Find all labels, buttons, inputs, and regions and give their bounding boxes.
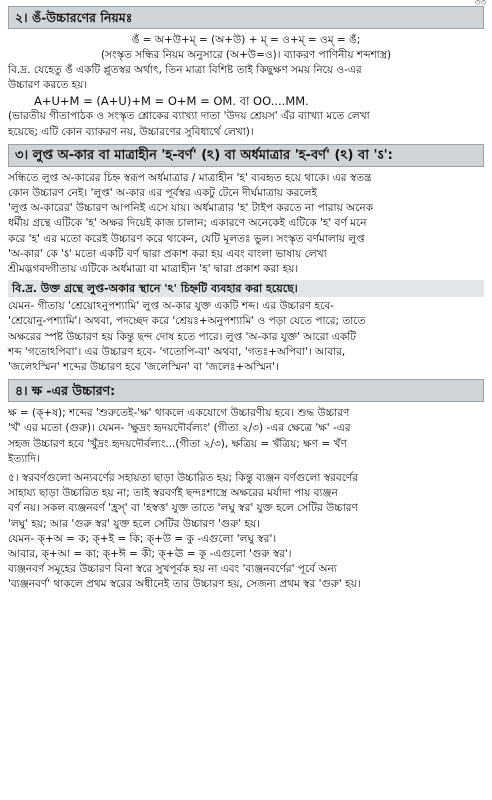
text-line: 'জলেঽস্মিন' শব্দের উচ্চারণ হবে 'জলেস্মিন' বা 'জলেঃ+অস্মিন'। — [8, 361, 279, 374]
section-5-paragraph-2 — [8, 562, 484, 592]
section-5-paragraph-1 — [8, 471, 484, 532]
section-3-note: বি.দ্র. উক্ত গ্রন্থে লুপ্ত-অকার স্থানে 'ঽ' চিহ্নটি ব্যবহার করা হয়েছে। — [8, 280, 484, 297]
section-3-examples — [8, 299, 484, 375]
text-line: ইত্যাদি। — [8, 452, 40, 465]
om-latin-formula: A+U+M = (A+U)+M = O+M = OM. বা OO....MM. — [34, 94, 309, 109]
page-number: ৩৩ — [474, 0, 486, 8]
text-line: (ভারতীয় গীতাপাঠক ও সংস্কৃত শ্লোকের ব্যাখ্যা দাতা 'উদয় শ্রেয়স' এঁর ব্যাখ্যা মতে লেখা — [8, 110, 370, 123]
text-line: হয়েছে; এটি কোন ব্যাকরণ নয়, উচ্চারণের সুবিধার্থে লেখা)। — [8, 125, 254, 138]
text-line: উচ্চারণ করতে হয়। — [8, 79, 88, 92]
text-line: শ্রীমদ্ভগবদ্গীতায় এটিকে অর্ধমাত্রা বা মাত্রাহীন 'হ' দ্বারা প্রকাশ করা হয়। — [8, 263, 299, 276]
text-line: ৫। স্বরবর্ণগুলো অন্যবর্ণের সহায়তা ছাড়া উচ্চারিত হয়; কিন্তু ব্যঞ্জন বর্ণগুলো স্বরবর্ণের — [8, 472, 359, 485]
text-line: অক্ষরের স্পষ্ট উচ্চারণ হয় কিন্তু ছন্দ দোষ হতে পারে। লুপ্ত 'অ-কার যুক্ত' আরো একটি — [8, 330, 356, 343]
text-line: ধর্মীয় গ্রন্থে এটিকে 'হ' অক্ষর দিয়েই কাজ চালান; একারণে অনেকেই এটিকে 'হ' বর্ণ মনে — [8, 217, 367, 230]
section-4-paragraph — [8, 406, 484, 467]
guru-example: আবার, ক্+আ = কা; ক্+ঈ = কী; ক্+ঊ = কূ -এগুলো 'গুরু স্বর'। — [8, 548, 292, 561]
text-line: 'শ্রেয়োনু-পশ্যামি'। অথবা, পদচ্ছেদ করে 'শ্রেয়ঃ+অনুপশ্যামি' ও পড়া যেতে পারে; তাতে — [8, 315, 366, 328]
section-3-heading: ৩। লুপ্ত অ-কার বা মাত্রাহীন 'হ-বর্ণ' (ঽ) বা অর্ধমাত্রার 'হ-বর্ণ' (ঽ) বা 'ऽ': — [8, 144, 484, 167]
text-line: ক্ষ = (ক্+ষ); শব্দের 'শুরুতেই-'ক্ষ' থাকলে একযোগে উচ্চারণীয় হবে। শুদ্ধ উচ্চারণ — [8, 407, 350, 420]
text-line: ব্যঞ্জনবর্ণ সমূহের উচ্চারণ বিনা স্বরে সুখপূর্বক হয় না এবং 'ব্যঞ্জনবর্ণের' পূর্বে অন্য — [8, 563, 337, 576]
text-line: যেমন- গীতায় 'শ্রেয়োঽনুপশ্যামি' লুপ্ত অ-কার যুক্ত একটি শব্দ। এর উচ্চারণ হবে- — [8, 300, 334, 313]
section-4-heading: ৪। ক্ষ -এর উচ্চারণ: — [8, 379, 484, 402]
section-3-paragraph — [8, 171, 484, 277]
section-2-paragraph-2 — [8, 109, 484, 139]
text-line: বর্ণ নয়। সকল ব্যঞ্জনবর্ণ 'হ্রস্' বা 'হস্বত্ত' যুক্ত তাতে 'লঘু স্বর' যুক্ত হলে সেটির উচ্চারণ — [8, 502, 358, 515]
text-line: সহজ উচ্চারণ হবে 'খুঁদ্রং হৃদয়দৌর্বল্যং...(গীতা ২/৩), ক্ষত্রিয় = খঁত্রিয়; ক্ষণ = খঁণ — [8, 437, 347, 450]
text-line: করে 'হ' এর মতো করেই উচ্চারণ করে থাকেন, যেটি মূলতঃ ভুল। সংস্কৃত বর্ণমালায় লুপ্ত — [8, 232, 365, 245]
om-formula: ঙঁ = অ+উ+ম্ = (অ+উ) + ম্ = ও+ম্ = ওম্ = ঙঁ; — [131, 34, 361, 46]
text-line: 'ব্যঞ্জনবর্ণ' থাকলে প্রথম স্বরের অধীনেই তার উচ্চারণ হয়, সেজন্য প্রথম স্বর 'গুরু' হয়। — [8, 578, 361, 591]
laghu-example: যেমন- ক্+অ = ক; ক্+ই = কি; ক্+উ = কু -এগুলো 'লঘু স্বর'। — [8, 532, 277, 545]
text-line: বি.দ্র. যেহেতু ঙঁ একটি প্লুতস্বর অর্থাৎ, তিন মাত্রা বিশিষ্ট তাই কিছুক্ষণ সময় নিয়ে ও-এর — [8, 64, 362, 76]
text-line: সাহায্য ছাড়া উচ্চারিত হয় না; তাই স্বরবর্ণই ছন্দঃশাস্ত্রে অক্ষরের মর্যাদা পায় ব্যঞ্জন — [8, 487, 338, 500]
section-2-heading: ২। ঙঁ-উচ্চারণের নিয়মঃ — [8, 6, 484, 29]
text-line: কোন উচ্চারণ নেই। 'লুপ্ত' অ-কার এর পূর্বস্বর একটু টেনে দীর্ঘমাত্রায় করলেই — [8, 187, 317, 200]
text-line: 'অ-কার' কে 'ऽ' মতো একটি বর্ণ দ্বারা প্রকাশ করা হয় এবং বাংলা ভাষায় লেখা — [8, 247, 327, 260]
section-2-paragraph-1 — [8, 63, 484, 93]
text-line: শব্দ 'গতোঽপিবা'। এর উচ্চারণ হবে- 'গতোপি-বা' অথবা, 'গতঃ+অপিবা'। আবার, — [8, 345, 346, 358]
text-line: সন্ধিতে লুপ্ত অ-কারের চিহ্ন স্বরূপ অর্ধমাত্রার / মাত্রাহীন 'হ' ব্যবহৃত হয়ে থাকে। এর স্বতন্ত্র — [8, 171, 372, 184]
text-line: 'লুপ্ত অ-কারের' উচ্চারণ আপনিই এসে যায়। অর্ধমাত্রার 'হ' টাইপ করতে না পারায় অনেক — [8, 202, 374, 215]
text-line: 'লঘু' হয়; আর 'গুরু স্বর' যুক্ত হলে সেটির উচ্চারণ 'গুরু' হয়। — [8, 517, 260, 530]
text-line: 'খঁ' এর মতো (গুরু)। যেমন- 'ক্ষুদ্রং হৃদয়দৌর্বল্যং' (গীতা ২/৩) -এর ক্ষেত্রে 'ক্ষ' -এর — [8, 422, 351, 435]
om-formula-note: (সংস্কৃত সন্ধির নিয়ম অনুসারে (অ+উ=ও)। ব্যাকরণ পাণিনীয় শব্দশাস্ত্র) — [100, 49, 392, 61]
